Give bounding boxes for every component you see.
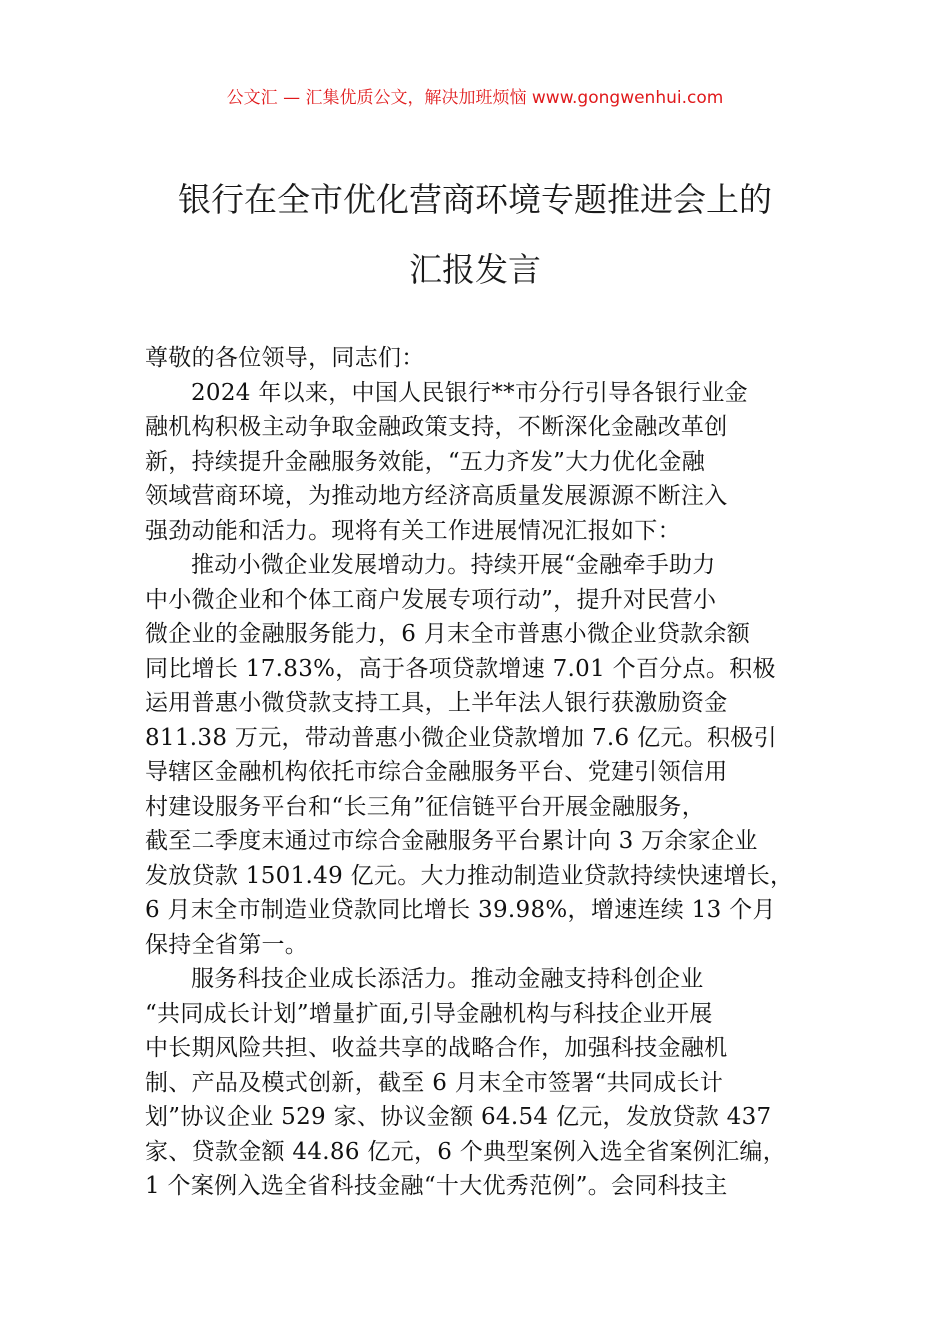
header-banner: 公文汇 — 汇集优质公文，解决加班烦恼 www.gongwenhui.com <box>226 88 724 108</box>
title-line-2: 汇报发言 <box>409 250 541 289</box>
body-line: 导辖区金融机构依托市综合金融服务平台、党建引领信用 <box>145 759 728 785</box>
body-line: 推动小微企业发展增动力。持续开展“金融牵手助力 <box>191 552 716 578</box>
body-line: 运用普惠小微贷款支持工具，上半年法人银行获激励资金 <box>145 690 728 716</box>
body-line: 制、产品及模式创新，截至 6 月末全市签署“共同成长计 <box>145 1069 724 1096</box>
body-line: 发放贷款 1501.49 亿元。大力推动制造业贷款持续快速增长， <box>145 862 794 889</box>
body-line: 领域营商环境，为推动地方经济高质量发展源源不断注入 <box>145 483 728 509</box>
body-line: 811.38 万元，带动普惠小微企业贷款增加 7.6 亿元。积极引 <box>145 724 777 751</box>
body-line: 微企业的金融服务能力，6 月末全市普惠小微企业贷款余额 <box>145 621 751 647</box>
body-line: 强劲动能和活力。现将有关工作进展情况汇报如下： <box>145 517 681 544</box>
body-line: 家、贷款金额 44.86 亿元，6 个典型案例入选全省案例汇编， <box>145 1138 787 1165</box>
title-line-1: 银行在全市优化营商环境专题推进会上的 <box>178 180 772 219</box>
body-line: 2024 年以来，中国人民银行**市分行引导各银行业金 <box>191 379 748 406</box>
body-line: 同比增长 17.83%，高于各项贷款增速 7.01 个百分点。积极 <box>145 655 776 682</box>
body-line: 服务科技企业成长添活力。推动金融支持科创企业 <box>191 966 704 992</box>
body-line: “共同成长计划”增量扩面,引导金融机构与科技企业开展 <box>145 1000 713 1027</box>
body-line: 中小微企业和个体工商户发展专项行动”，提升对民营小 <box>145 586 717 613</box>
body-line: 新，持续提升金融服务效能，“五力齐发”大力优化金融 <box>145 448 706 475</box>
body-line: 村建设服务平台和“长三角”征信链平台开展金融服务， <box>145 793 706 820</box>
body-line: 1 个案例入选全省科技金融“十大优秀范例”。会同科技主 <box>145 1173 728 1199</box>
body-line: 划”协议企业 529 家、协议金额 64.54 亿元，发放贷款 437 <box>145 1104 772 1130</box>
document-body <box>145 341 835 1204</box>
body-line: 截至二季度末通过市综合金融服务平台累计向 3 万余家企业 <box>145 828 758 854</box>
body-line: 6 月末全市制造业贷款同比增长 39.98%，增速连续 13 个月 <box>145 897 776 923</box>
body-line: 保持全省第一。 <box>145 931 309 958</box>
salutation: 尊敬的各位领导，同志们： <box>145 345 425 371</box>
body-line: 中长期风险共担、收益共享的战略合作，加强科技金融机 <box>145 1035 728 1061</box>
body-line: 融机构积极主动争取金融政策支持，不断深化金融改革创 <box>145 414 728 440</box>
